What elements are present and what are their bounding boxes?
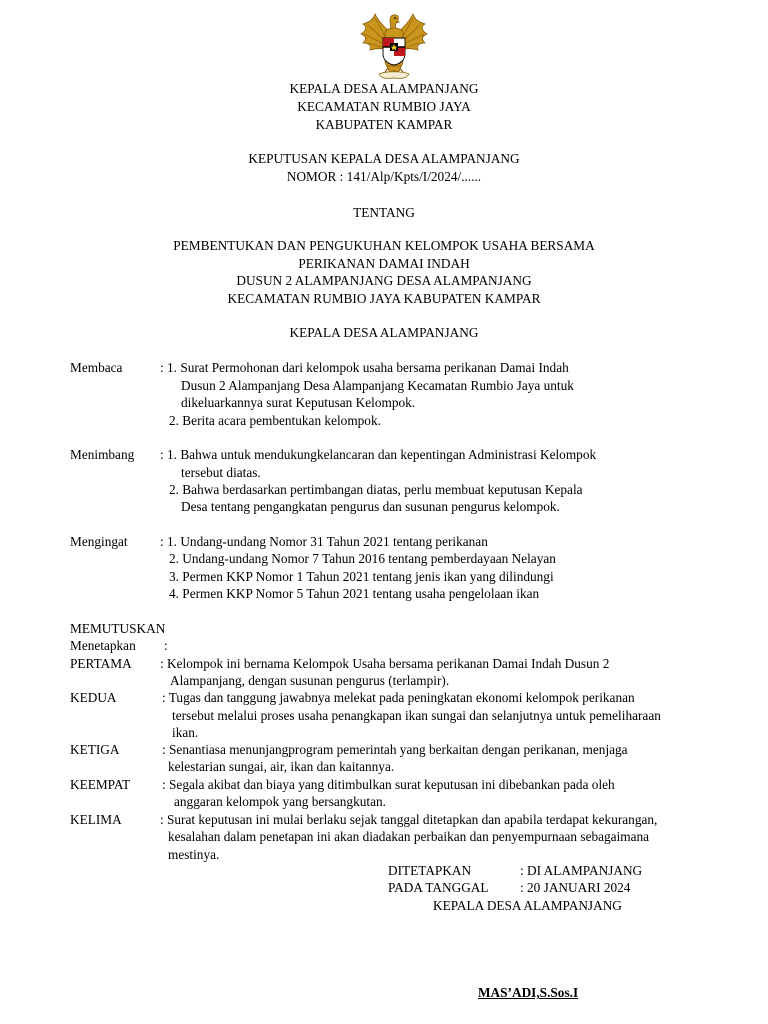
clause-text-ketiga: : Senantiasa menunjangprogram pemerintah yang berkaitan dengan perikanan, menjaga (162, 742, 628, 757)
clause-label-kelima: KELIMA (70, 812, 122, 827)
mengingat-text: 4. Permen KKP Nomor 5 Tahun 2021 tentang usaha pengelolaan ikan (169, 586, 540, 601)
header-office: KEPALA DESA ALAMPANJANG (289, 81, 479, 96)
clause-text-kelima: : Surat keputusan ini mulai berlaku sejak tanggal ditetapkan dan apabila terdapat kekurangan, (160, 812, 658, 827)
clause-text-keempat: : Segala akibat dan biaya yang ditimbulkan surat keputusan ini dibebankan pada oleh (162, 777, 615, 792)
membaca-text: dikeluarkannya surat Keputusan Kelompok. (181, 395, 416, 410)
menimbang-text: Desa tentang pengangkatan pengurus dan susunan pengurus kelompok. (181, 499, 560, 514)
menimbang-text: tersebut diatas. (181, 465, 261, 480)
decree-subject-line: DUSUN 2 ALAMPANJANG DESA ALAMPANJANG (236, 273, 532, 288)
mengingat-text: 2. Undang-undang Nomor 7 Tahun 2016 tentang pemberdayaan Nelayan (169, 551, 556, 566)
decree-title: KEPUTUSAN KEPALA DESA ALAMPANJANG (248, 151, 520, 166)
decree-about: TENTANG (353, 205, 415, 220)
garuda-emblem-icon (355, 12, 433, 82)
membaca-text: : 1. Surat Permohonan dari kelompok usaha bersama perikanan Damai Indah (160, 360, 569, 375)
menetapkan-colon: : (164, 638, 168, 653)
menimbang-text: 2. Bahwa berdasarkan pertimbangan diatas, perlu membuat keputusan Kepala (169, 482, 583, 497)
menimbang-text: : 1. Bahwa untuk mendukungkelancaran dan kepentingan Administrasi Kelompok (160, 447, 597, 462)
clause-label-kedua: KEDUA (70, 690, 117, 705)
signatory-title: KEPALA DESA ALAMPANJANG (433, 898, 622, 913)
decree-number: NOMOR : 141/Alp/Kpts/I/2024/...... (286, 169, 482, 184)
ditetapkan-label: DITETAPKAN (388, 863, 472, 878)
memutuskan-heading: MEMUTUSKAN (70, 621, 166, 636)
clause-text-kedua: : Tugas dan tanggung jawabnya melekat pada peningkatan ekonomi kelompok perikanan (162, 690, 635, 705)
clause-text-kelima: mestinya. (168, 847, 220, 862)
decree-issuer: KEPALA DESA ALAMPANJANG (289, 325, 479, 340)
tanggal-label: PADA TANGGAL (388, 880, 489, 895)
mengingat-text: 3. Permen KKP Nomor 1 Tahun 2021 tentang jenis ikan yang dilindungi (169, 569, 554, 584)
membaca-text: Dusun 2 Alampanjang Desa Alampanjang Kecamatan Rumbio Jaya untuk (181, 378, 574, 393)
decree-subject-line: KECAMATAN RUMBIO JAYA KABUPATEN KAMPAR (227, 291, 541, 306)
clause-label-ketiga: KETIGA (70, 742, 120, 757)
clause-label-pertama: PERTAMA (70, 656, 132, 671)
section-label-menimbang: Menimbang (70, 447, 135, 462)
header-district: KECAMATAN RUMBIO JAYA (297, 99, 471, 114)
decree-subject-line: PERIKANAN DAMAI INDAH (298, 256, 470, 271)
clause-text-kedua: ikan. (172, 725, 199, 740)
ditetapkan-value: : DI ALAMPANJANG (520, 863, 643, 878)
menetapkan-label: Menetapkan (70, 638, 136, 653)
clause-text-keempat: anggaran kelompok yang bersangkutan. (174, 794, 386, 809)
clause-text-kelima: kesalahan dalam penetapan ini akan diadakan perbaikan dan penyempurnaan sebagaimana (168, 829, 650, 844)
membaca-text: 2. Berita acara pembentukan kelompok. (169, 413, 381, 428)
decree-subject-line: PEMBENTUKAN DAN PENGUKUHAN KELOMPOK USAHA BERSAMA (173, 238, 595, 253)
signatory-name: MAS’ADI,S.Sos.I (478, 985, 579, 1000)
mengingat-text: : 1. Undang-undang Nomor 31 Tahun 2021 tentang perikanan (160, 534, 488, 549)
tanggal-value: : 20 JANUARI 2024 (520, 880, 631, 895)
section-label-mengingat: Mengingat (70, 534, 128, 549)
header-regency: KABUPATEN KAMPAR (315, 117, 453, 132)
clause-label-keempat: KEEMPAT (70, 777, 131, 792)
clause-text-kedua: tersebut melalui proses usaha penangkapan ikan sungai dan selanjutnya untuk pemeliharaan (172, 708, 661, 723)
clause-text-pertama: : Kelompok ini bernama Kelompok Usaha bersama perikanan Damai Indah Dusun 2 (160, 656, 610, 671)
section-label-membaca: Membaca (70, 360, 123, 375)
clause-text-ketiga: kelestarian sungai, air, ikan dan kaitannya. (168, 759, 395, 774)
clause-text-pertama: Alampanjang, dengan susunan pengurus (terlampir). (170, 673, 450, 688)
